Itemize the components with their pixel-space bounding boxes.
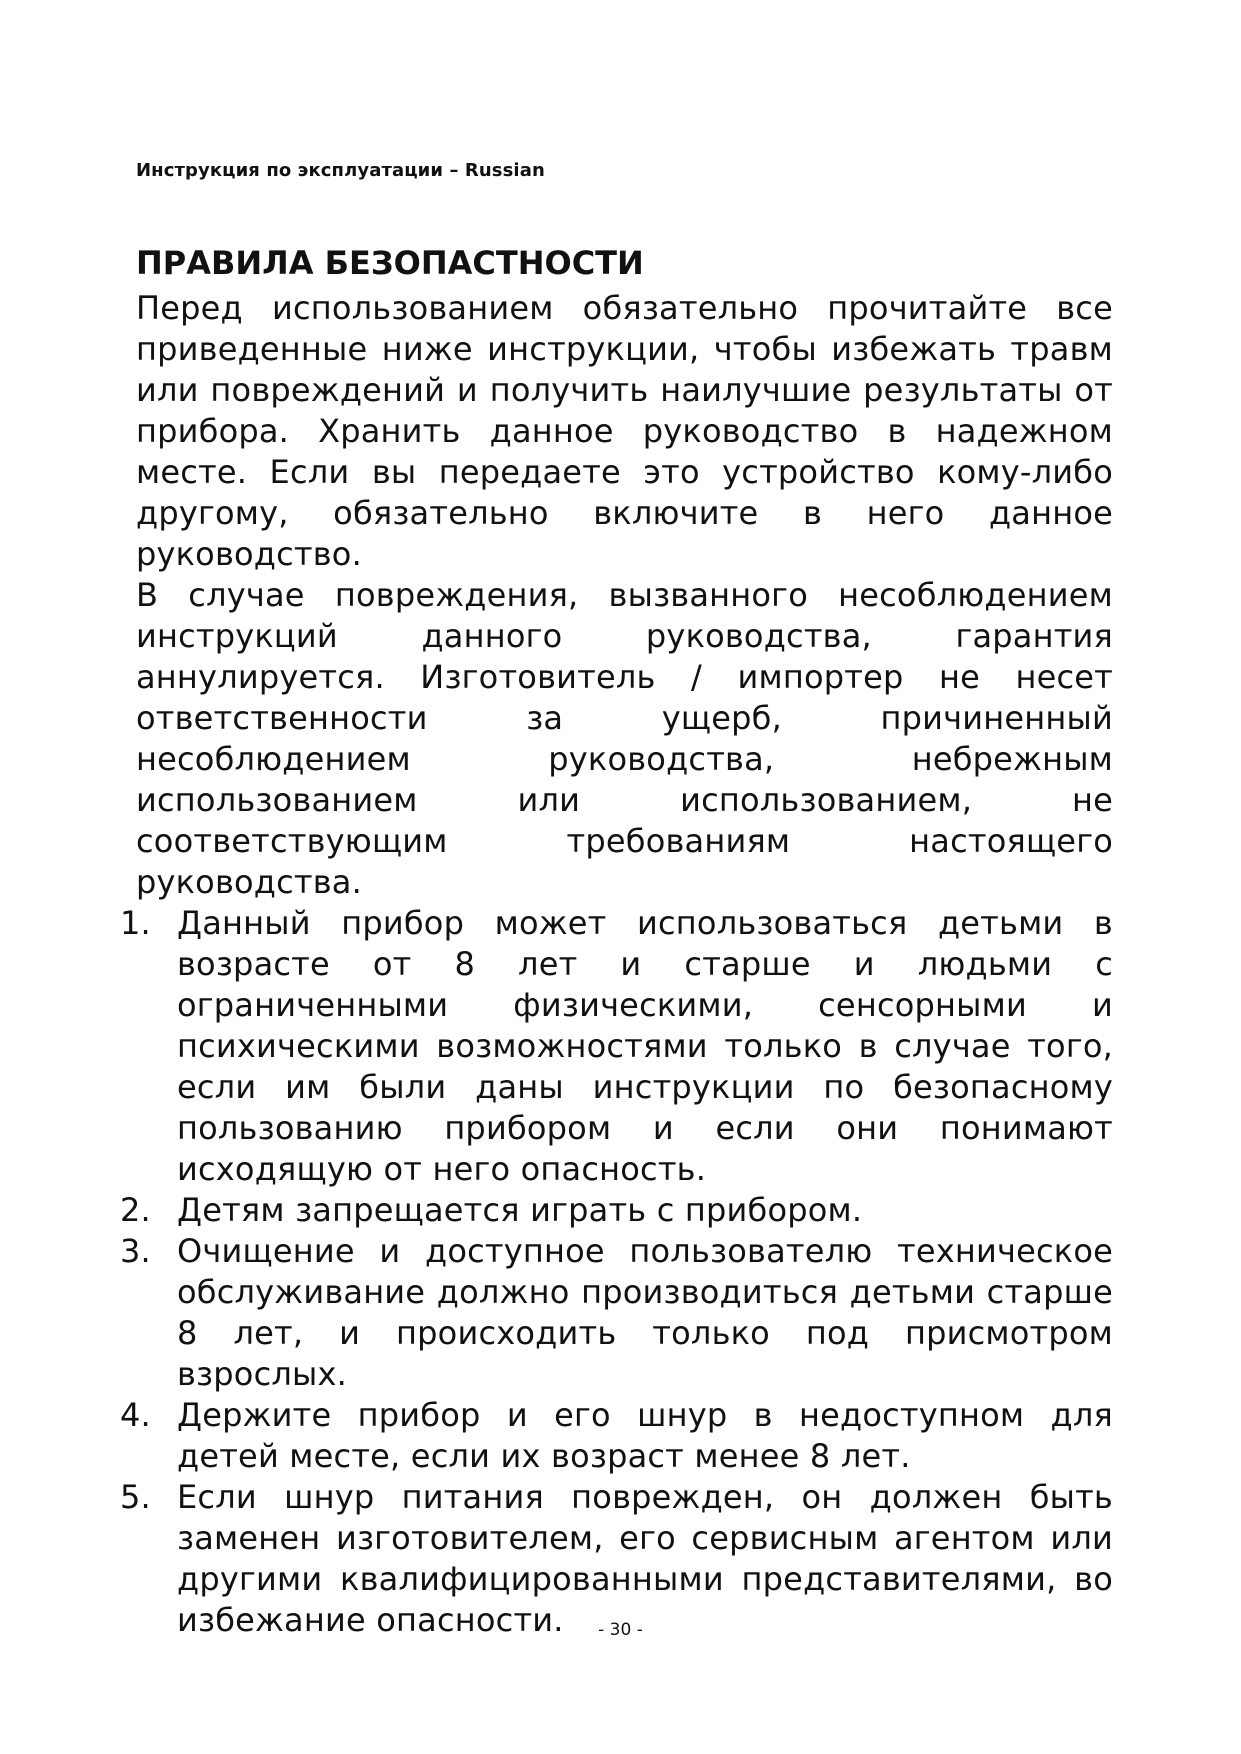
- list-item-text: Держите прибор и его шнур в недоступном для детей месте, если их возраст менее 8 лет.: [177, 1396, 1113, 1475]
- list-item: [120, 1190, 1113, 1231]
- list-item-number: 5.: [120, 1478, 151, 1516]
- list-item: [120, 1395, 1113, 1477]
- warranty-paragraph: В случае повреждения, вызванного несоблюдением инструкций данного руководства, гарантия аннулируется. Изготовитель / импортер не несет ответственности за ущерб, причиненный несоблюдением руководства, небрежным использованием или использованием, не соответствующим требованиям настоящего руководства.: [136, 576, 1113, 901]
- intro-paragraph: Перед использованием обязательно прочитайте все приведенные ниже инструкции, чтобы избежать травм или повреждений и получить наилучшие результаты от прибора. Хранить данное руководство в надежном месте. Если вы передаете это устройство кому-либо другому, обязательно включите в него данное руководство.: [136, 289, 1113, 573]
- list-item: [120, 903, 1113, 1190]
- list-item: [120, 1231, 1113, 1395]
- list-item-text: Если шнур питания поврежден, он должен быть заменен изготовителем, его сервисным агентом или другими квалифицированными представителями, во избежание опасности.: [177, 1478, 1113, 1639]
- list-item: [120, 1477, 1113, 1641]
- list-item-text: Детям запрещается играть с прибором.: [177, 1191, 863, 1229]
- page-number: - 30 -: [598, 1620, 643, 1640]
- list-item-number: 1.: [120, 904, 151, 942]
- safety-rules-list: [120, 903, 1113, 1641]
- list-item-number: 3.: [120, 1232, 151, 1270]
- section-title: ПРАВИЛА БЕЗОПАСТНОСТИ: [136, 244, 644, 282]
- running-header: Инструкция по эксплуатации – Russian: [136, 160, 545, 181]
- list-item-number: 2.: [120, 1191, 151, 1229]
- list-item-text: Очищение и доступное пользователю техническое обслуживание должно производиться детьми старше 8 лет, и происходить только под присмотром взрослых.: [177, 1232, 1113, 1393]
- list-item-number: 4.: [120, 1396, 151, 1434]
- safety-section: [120, 238, 1113, 1641]
- list-item-text: Данный прибор может использоваться детьми в возрасте от 8 лет и старше и людьми с ограниченными физическими, сенсорными и психическими возможностями только в случае того, если им были даны инструкции по безопасному пользованию прибором и если они понимают исходящую от него опасность.: [177, 904, 1113, 1188]
